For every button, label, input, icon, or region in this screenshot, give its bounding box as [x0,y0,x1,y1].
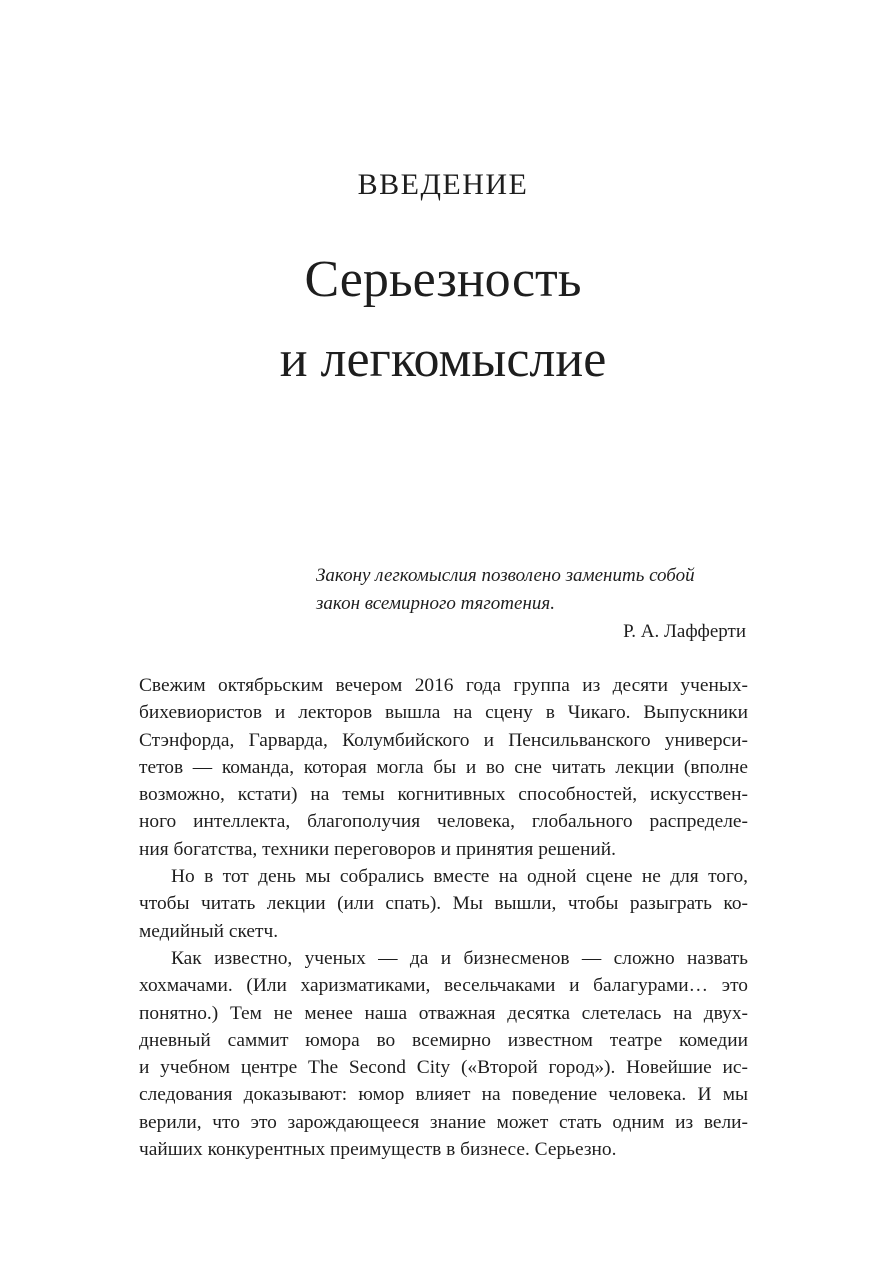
text-line: и учебном центре The Second City («Второй город»). Новейшие ис- [139,1057,748,1079]
text-line: Стэнфорда, Гарварда, Колумбийского и Пенсильванского универси- [139,729,748,751]
paragraph-2 [139,863,748,945]
text-line: бихевиористов и лекторов вышла на сцену в Чикаго. Выпускники [139,702,748,724]
epigraph [316,562,746,646]
text-line: понятно.) Тем не менее наша отважная десятка слетелась на двух- [139,1002,748,1024]
chapter-title-line: Серьезность [304,251,582,308]
chapter-title-line: и легкомыслие [279,331,607,388]
text-line: чайших конкурентных преимуществ в бизнесе. Серьезно. [139,1139,617,1161]
chapter-title [0,240,886,400]
epigraph-line: Закону легкомыслия позволено заменить собой [316,565,695,586]
paragraph-3 [139,945,748,1163]
epigraph-quote [316,562,746,618]
text-line: Но в тот день мы собрались вместе на одной сцене не для того, [171,866,748,888]
chapter-label: ВВЕДЕНИЕ [357,168,529,201]
text-line: верили, что это зарождающееся знание может стать одним из вели- [139,1111,748,1133]
text-line: следования доказывают: юмор влияет на поведение человека. И мы [139,1084,748,1106]
paragraph-1 [139,672,748,863]
text-line: хохмачами. (Или харизматиками, весельчаками и балагурами… это [139,975,748,997]
text-line: ния богатства, техники переговоров и принятия решений. [139,838,617,860]
text-line: медийный скетч. [139,920,279,942]
text-line: дневный саммит юмора во всемирно известном театре комедии [139,1029,748,1051]
epigraph-line: закон всемирного тяготения. [316,593,555,614]
text-line: Свежим октябрьским вечером 2016 года группа из десяти ученых- [139,675,748,696]
text-line: ного интеллекта, благополучия человека, глобального распределе- [139,811,748,833]
text-line: тетов — команда, которая могла бы и во сне читать лекции (вполне [139,756,748,778]
text-line: возможно, кстати) на темы когнитивных способностей, искусствен- [139,784,748,806]
text-line: чтобы читать лекции (или спать). Мы вышли, чтобы разыграть ко- [139,893,748,915]
body-text [139,672,748,1163]
text-line: Как известно, ученых — да и бизнесменов — сложно назвать [171,947,748,969]
epigraph-author: Р. А. Лафферти [623,621,746,642]
